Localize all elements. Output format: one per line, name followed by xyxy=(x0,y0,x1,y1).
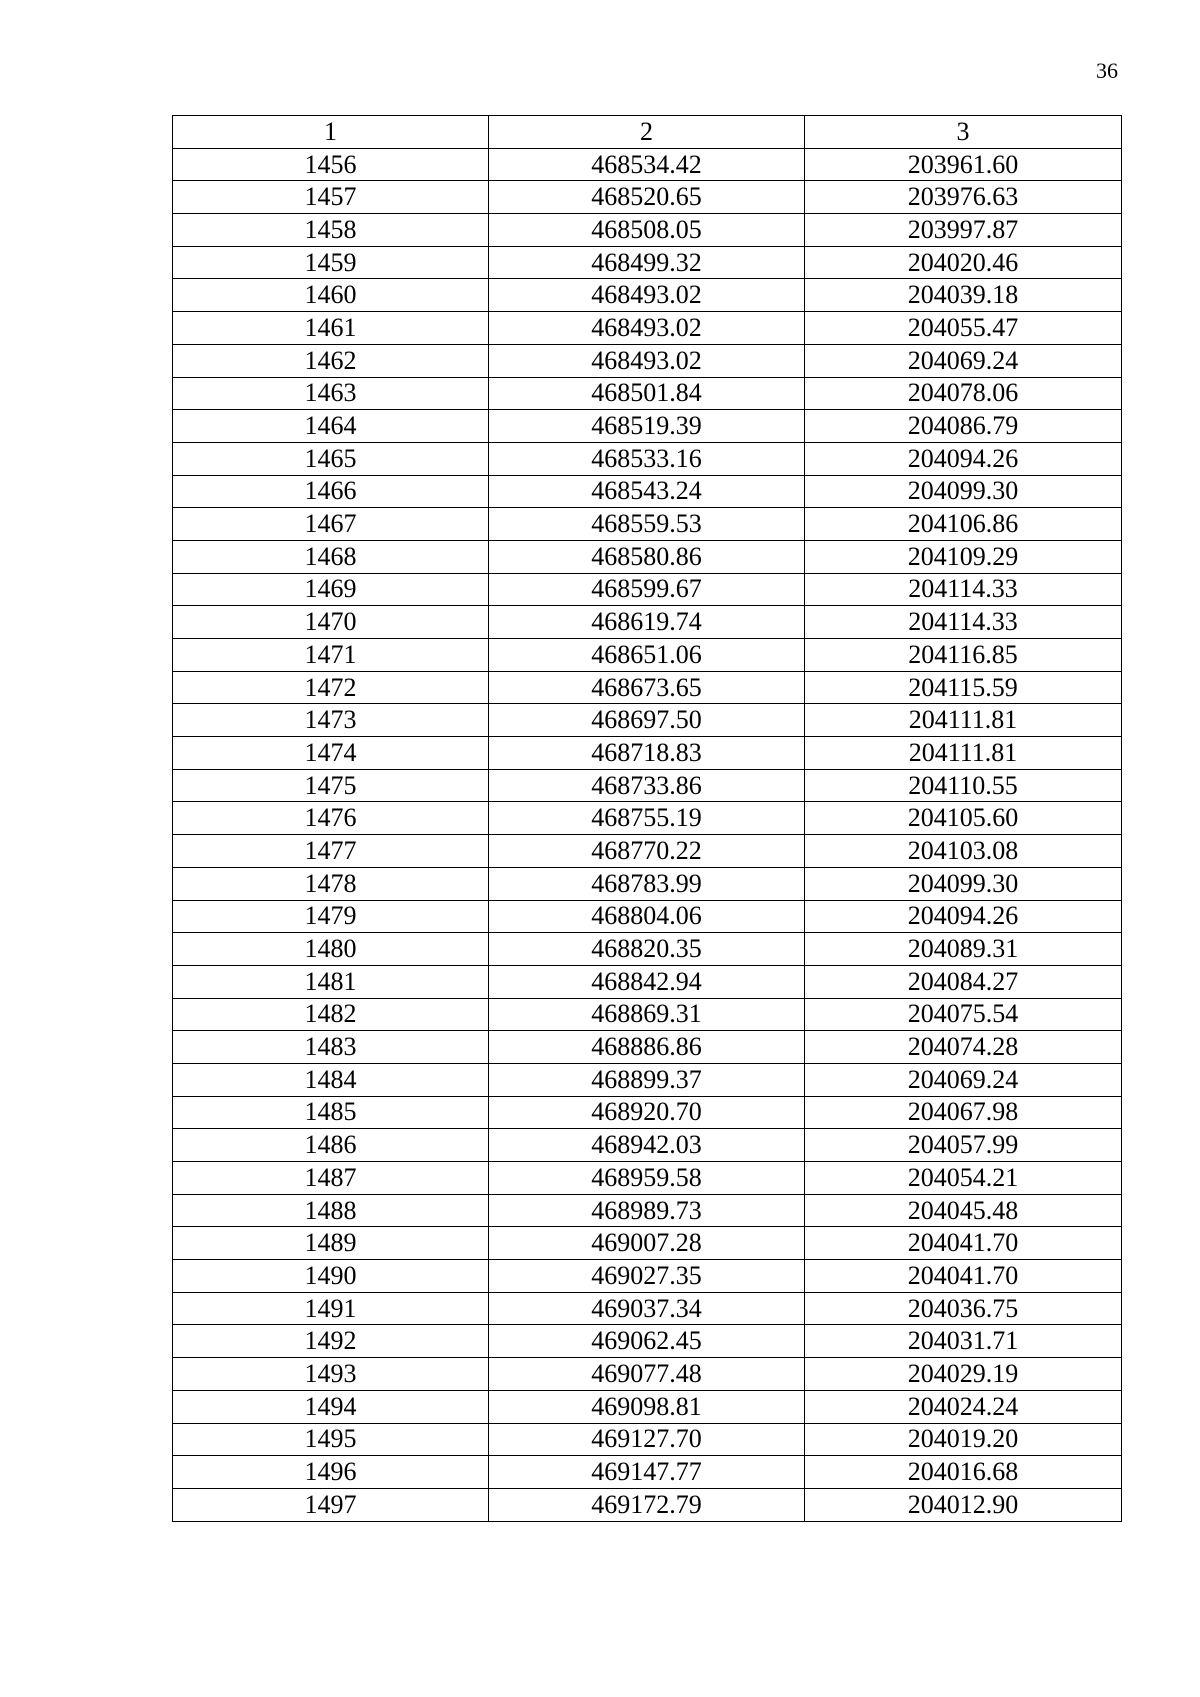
point-number-cell: 1468 xyxy=(173,540,489,573)
x-coordinate-cell: 468533.16 xyxy=(489,442,805,475)
point-number-cell: 1486 xyxy=(173,1129,489,1162)
table-row xyxy=(173,1423,1122,1456)
y-coordinate-cell: 204114.33 xyxy=(805,573,1122,606)
x-coordinate-cell: 468508.05 xyxy=(489,214,805,247)
x-coordinate-cell: 468599.67 xyxy=(489,573,805,606)
y-coordinate-cell: 204074.28 xyxy=(805,1031,1122,1064)
point-number-cell: 1457 xyxy=(173,181,489,214)
point-number-cell: 1496 xyxy=(173,1456,489,1489)
page-number: 36 xyxy=(1096,58,1118,83)
point-number-cell: 1474 xyxy=(173,737,489,770)
table-row xyxy=(173,933,1122,966)
y-coordinate-cell: 204075.54 xyxy=(805,998,1122,1031)
point-number-cell: 1463 xyxy=(173,377,489,410)
point-number-cell: 1476 xyxy=(173,802,489,835)
x-coordinate-cell: 469172.79 xyxy=(489,1488,805,1521)
y-coordinate-cell: 204111.81 xyxy=(805,704,1122,737)
table-row xyxy=(173,246,1122,279)
table-row xyxy=(173,181,1122,214)
point-number-cell: 1493 xyxy=(173,1358,489,1391)
point-number-cell: 1478 xyxy=(173,867,489,900)
x-coordinate-cell: 468543.24 xyxy=(489,475,805,508)
x-coordinate-cell: 468519.39 xyxy=(489,410,805,443)
table-row xyxy=(173,1031,1122,1064)
x-coordinate-cell: 468493.02 xyxy=(489,312,805,345)
y-coordinate-cell: 204106.86 xyxy=(805,508,1122,541)
table-row xyxy=(173,148,1122,181)
table-row xyxy=(173,737,1122,770)
x-coordinate-cell: 469027.35 xyxy=(489,1260,805,1293)
point-number-cell: 1479 xyxy=(173,900,489,933)
x-coordinate-cell: 468989.73 xyxy=(489,1194,805,1227)
column-header-2: 2 xyxy=(489,116,805,149)
y-coordinate-cell: 203961.60 xyxy=(805,148,1122,181)
point-number-cell: 1491 xyxy=(173,1292,489,1325)
point-number-cell: 1464 xyxy=(173,410,489,443)
point-number-cell: 1458 xyxy=(173,214,489,247)
coordinates-table-container xyxy=(172,115,1121,1522)
table-row xyxy=(173,410,1122,443)
table-row xyxy=(173,508,1122,541)
y-coordinate-cell: 204069.24 xyxy=(805,1063,1122,1096)
table-row xyxy=(173,442,1122,475)
table-row xyxy=(173,1292,1122,1325)
y-coordinate-cell: 204031.71 xyxy=(805,1325,1122,1358)
table-row xyxy=(173,1390,1122,1423)
point-number-cell: 1485 xyxy=(173,1096,489,1129)
table-row xyxy=(173,377,1122,410)
x-coordinate-cell: 468559.53 xyxy=(489,508,805,541)
y-coordinate-cell: 204099.30 xyxy=(805,475,1122,508)
x-coordinate-cell: 468886.86 xyxy=(489,1031,805,1064)
table-row xyxy=(173,639,1122,672)
table-row xyxy=(173,312,1122,345)
x-coordinate-cell: 468673.65 xyxy=(489,671,805,704)
y-coordinate-cell: 204024.24 xyxy=(805,1390,1122,1423)
point-number-cell: 1495 xyxy=(173,1423,489,1456)
y-coordinate-cell: 204039.18 xyxy=(805,279,1122,312)
y-coordinate-cell: 204099.30 xyxy=(805,867,1122,900)
y-coordinate-cell: 204114.33 xyxy=(805,606,1122,639)
x-coordinate-cell: 468942.03 xyxy=(489,1129,805,1162)
table-row xyxy=(173,606,1122,639)
point-number-cell: 1466 xyxy=(173,475,489,508)
x-coordinate-cell: 469077.48 xyxy=(489,1358,805,1391)
point-number-cell: 1473 xyxy=(173,704,489,737)
x-coordinate-cell: 468770.22 xyxy=(489,835,805,868)
x-coordinate-cell: 468869.31 xyxy=(489,998,805,1031)
table-row xyxy=(173,835,1122,868)
table-row xyxy=(173,965,1122,998)
y-coordinate-cell: 204041.70 xyxy=(805,1260,1122,1293)
y-coordinate-cell: 204116.85 xyxy=(805,639,1122,672)
x-coordinate-cell: 468820.35 xyxy=(489,933,805,966)
x-coordinate-cell: 468493.02 xyxy=(489,279,805,312)
point-number-cell: 1490 xyxy=(173,1260,489,1293)
table-row xyxy=(173,344,1122,377)
y-coordinate-cell: 203976.63 xyxy=(805,181,1122,214)
x-coordinate-cell: 468697.50 xyxy=(489,704,805,737)
x-coordinate-cell: 468718.83 xyxy=(489,737,805,770)
point-number-cell: 1459 xyxy=(173,246,489,279)
table-row xyxy=(173,1260,1122,1293)
point-number-cell: 1489 xyxy=(173,1227,489,1260)
table-row xyxy=(173,867,1122,900)
table-row xyxy=(173,998,1122,1031)
x-coordinate-cell: 468619.74 xyxy=(489,606,805,639)
x-coordinate-cell: 468520.65 xyxy=(489,181,805,214)
point-number-cell: 1480 xyxy=(173,933,489,966)
x-coordinate-cell: 468499.32 xyxy=(489,246,805,279)
table-row xyxy=(173,1096,1122,1129)
point-number-cell: 1465 xyxy=(173,442,489,475)
table-row xyxy=(173,671,1122,704)
table-row xyxy=(173,1488,1122,1521)
point-number-cell: 1481 xyxy=(173,965,489,998)
y-coordinate-cell: 204041.70 xyxy=(805,1227,1122,1260)
table-row xyxy=(173,1358,1122,1391)
table-row xyxy=(173,900,1122,933)
point-number-cell: 1456 xyxy=(173,148,489,181)
table-body xyxy=(173,148,1122,1521)
point-number-cell: 1471 xyxy=(173,639,489,672)
y-coordinate-cell: 204105.60 xyxy=(805,802,1122,835)
y-coordinate-cell: 204020.46 xyxy=(805,246,1122,279)
column-header-1: 1 xyxy=(173,116,489,149)
table-row xyxy=(173,214,1122,247)
y-coordinate-cell: 204103.08 xyxy=(805,835,1122,868)
point-number-cell: 1460 xyxy=(173,279,489,312)
x-coordinate-cell: 468920.70 xyxy=(489,1096,805,1129)
y-coordinate-cell: 204111.81 xyxy=(805,737,1122,770)
table-row xyxy=(173,540,1122,573)
x-coordinate-cell: 469098.81 xyxy=(489,1390,805,1423)
x-coordinate-cell: 469037.34 xyxy=(489,1292,805,1325)
column-header-3: 3 xyxy=(805,116,1122,149)
y-coordinate-cell: 204084.27 xyxy=(805,965,1122,998)
y-coordinate-cell: 204110.55 xyxy=(805,769,1122,802)
point-number-cell: 1475 xyxy=(173,769,489,802)
point-number-cell: 1482 xyxy=(173,998,489,1031)
table-row xyxy=(173,1227,1122,1260)
x-coordinate-cell: 468580.86 xyxy=(489,540,805,573)
x-coordinate-cell: 468899.37 xyxy=(489,1063,805,1096)
y-coordinate-cell: 203997.87 xyxy=(805,214,1122,247)
header-row xyxy=(173,116,1122,149)
x-coordinate-cell: 468783.99 xyxy=(489,867,805,900)
x-coordinate-cell: 468651.06 xyxy=(489,639,805,672)
table-row xyxy=(173,704,1122,737)
table-row xyxy=(173,1325,1122,1358)
point-number-cell: 1488 xyxy=(173,1194,489,1227)
y-coordinate-cell: 204078.06 xyxy=(805,377,1122,410)
x-coordinate-cell: 468733.86 xyxy=(489,769,805,802)
y-coordinate-cell: 204086.79 xyxy=(805,410,1122,443)
y-coordinate-cell: 204067.98 xyxy=(805,1096,1122,1129)
y-coordinate-cell: 204054.21 xyxy=(805,1162,1122,1195)
point-number-cell: 1470 xyxy=(173,606,489,639)
y-coordinate-cell: 204029.19 xyxy=(805,1358,1122,1391)
y-coordinate-cell: 204055.47 xyxy=(805,312,1122,345)
x-coordinate-cell: 468755.19 xyxy=(489,802,805,835)
x-coordinate-cell: 468501.84 xyxy=(489,377,805,410)
x-coordinate-cell: 468842.94 xyxy=(489,965,805,998)
y-coordinate-cell: 204115.59 xyxy=(805,671,1122,704)
point-number-cell: 1484 xyxy=(173,1063,489,1096)
y-coordinate-cell: 204057.99 xyxy=(805,1129,1122,1162)
y-coordinate-cell: 204109.29 xyxy=(805,540,1122,573)
x-coordinate-cell: 469147.77 xyxy=(489,1456,805,1489)
point-number-cell: 1462 xyxy=(173,344,489,377)
x-coordinate-cell: 468534.42 xyxy=(489,148,805,181)
x-coordinate-cell: 469007.28 xyxy=(489,1227,805,1260)
table-row xyxy=(173,1162,1122,1195)
y-coordinate-cell: 204094.26 xyxy=(805,442,1122,475)
x-coordinate-cell: 469127.70 xyxy=(489,1423,805,1456)
table-row xyxy=(173,573,1122,606)
y-coordinate-cell: 204016.68 xyxy=(805,1456,1122,1489)
y-coordinate-cell: 204036.75 xyxy=(805,1292,1122,1325)
x-coordinate-cell: 468493.02 xyxy=(489,344,805,377)
table-row xyxy=(173,279,1122,312)
table-row xyxy=(173,769,1122,802)
x-coordinate-cell: 468804.06 xyxy=(489,900,805,933)
point-number-cell: 1469 xyxy=(173,573,489,606)
table-row xyxy=(173,475,1122,508)
y-coordinate-cell: 204089.31 xyxy=(805,933,1122,966)
y-coordinate-cell: 204069.24 xyxy=(805,344,1122,377)
point-number-cell: 1494 xyxy=(173,1390,489,1423)
table-header xyxy=(173,116,1122,149)
table-row xyxy=(173,1129,1122,1162)
point-number-cell: 1487 xyxy=(173,1162,489,1195)
table-row xyxy=(173,1456,1122,1489)
point-number-cell: 1477 xyxy=(173,835,489,868)
point-number-cell: 1492 xyxy=(173,1325,489,1358)
y-coordinate-cell: 204019.20 xyxy=(805,1423,1122,1456)
table-row xyxy=(173,1063,1122,1096)
y-coordinate-cell: 204045.48 xyxy=(805,1194,1122,1227)
point-number-cell: 1472 xyxy=(173,671,489,704)
point-number-cell: 1497 xyxy=(173,1488,489,1521)
point-number-cell: 1483 xyxy=(173,1031,489,1064)
point-number-cell: 1467 xyxy=(173,508,489,541)
x-coordinate-cell: 468959.58 xyxy=(489,1162,805,1195)
y-coordinate-cell: 204012.90 xyxy=(805,1488,1122,1521)
point-number-cell: 1461 xyxy=(173,312,489,345)
y-coordinate-cell: 204094.26 xyxy=(805,900,1122,933)
table-row xyxy=(173,802,1122,835)
coordinates-table xyxy=(172,115,1122,1522)
x-coordinate-cell: 469062.45 xyxy=(489,1325,805,1358)
table-row xyxy=(173,1194,1122,1227)
